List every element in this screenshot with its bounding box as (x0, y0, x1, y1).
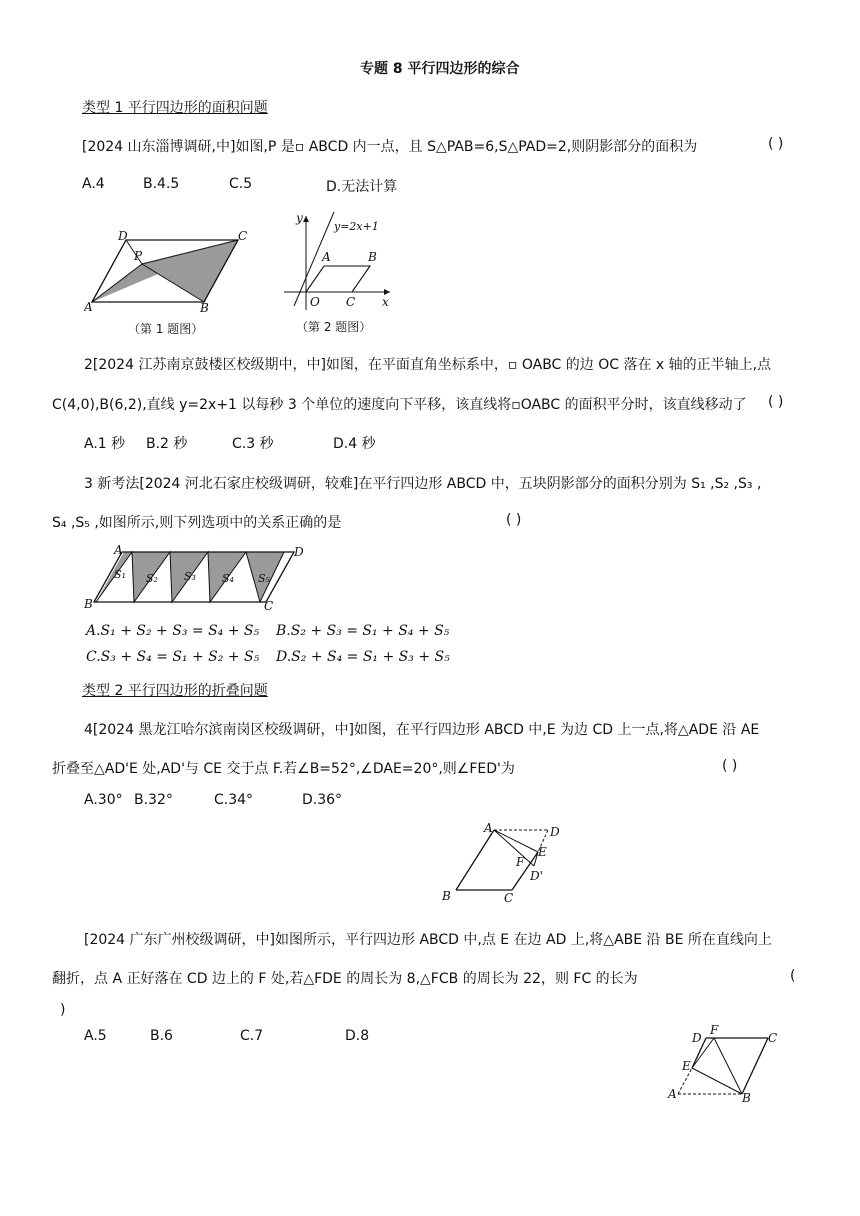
fig4-label-f: F (516, 855, 525, 869)
fig3-label-c: C (264, 599, 274, 613)
fig3-label-s4: S₄ (222, 572, 234, 585)
question-4-line-2: 折叠至△AD'E 处,AD'与 CE 交于点 F.若∠B=52°,∠DAE=20°,则∠FED'为 (52, 761, 515, 777)
fig1-label-p: P (134, 249, 143, 263)
page-title: 专题 8 平行四边形的综合 (360, 61, 520, 77)
question-2-line-1: 2[2024 江苏南京鼓楼区校级期中，中]如图，在平面直角坐标系中，▫ OABC 的边 OC 落在 x 轴的正半轴上,点 (84, 357, 772, 373)
figure-5-folding-parallelogram (666, 1022, 786, 1104)
fig4-label-d: D (550, 825, 560, 839)
q2-option-b: B.2 秒 (146, 436, 188, 452)
q1-option-a: A.4 (82, 176, 105, 192)
figure-3-parallelogram (84, 542, 310, 614)
q3-option-b: B.S₂ + S₃ = S₁ + S₄ + S₅ (276, 623, 450, 639)
figure-2-coordinate-plane (276, 208, 396, 312)
question-4-line-1: 4[2024 黑龙江哈尔滨南岗区校级调研，中]如图，在平行四边形 ABCD 中,E 为边 CD 上一点,将△ADE 沿 AE (84, 722, 760, 738)
question-3-answer-paren: ( ) (506, 512, 522, 528)
q4-option-d: D.36° (302, 792, 343, 808)
q5-option-d: D.8 (345, 1028, 370, 1044)
q1-option-c: C.5 (229, 176, 253, 192)
section-heading-1: 类型 1 平行四边形的面积问题 (82, 100, 268, 116)
question-1-text: [2024 山东淄博调研,中]如图,P 是▫ ABCD 内一点，且 S△PAB=6,S△PAD=2,则阴影部分的面积为 (82, 139, 698, 155)
figure-1-caption: （第 1 题图） (128, 322, 204, 336)
question-2-answer-paren: ( ) (768, 394, 784, 410)
fig2-axis-y-label: y (296, 211, 303, 225)
q2-option-d: D.4 秒 (333, 436, 376, 452)
q5-option-c: C.7 (240, 1028, 264, 1044)
fig5-label-c: C (768, 1031, 778, 1045)
q3-option-c: C.S₃ + S₄ = S₁ + S₂ + S₅ (86, 649, 260, 665)
fig4-label-d-prime: D' (530, 869, 543, 883)
fig2-axis-x-label: x (382, 295, 389, 309)
fig3-label-s1: S₁ (114, 568, 126, 581)
fig1-label-a: A (84, 300, 93, 314)
fig4-label-a: A (484, 822, 493, 835)
question-3-line-2: S₄ ,S₅ ,如图所示,则下列选项中的关系正确的是 (52, 515, 342, 531)
figure-4-folding-parallelogram (438, 822, 562, 902)
question-4-answer-paren: ( ) (722, 758, 738, 774)
fig3-label-d: D (294, 545, 304, 559)
fig2-label-b: B (368, 250, 377, 264)
fig3-label-b: B (84, 597, 93, 611)
fig2-label-o: O (310, 295, 320, 309)
fig5-label-a: A (668, 1087, 677, 1101)
q5-option-a: A.5 (84, 1028, 107, 1044)
section-heading-2: 类型 2 平行四边形的折叠问题 (82, 683, 268, 699)
fig5-label-e: E (682, 1059, 691, 1073)
q1-option-b: B.4.5 (143, 176, 180, 192)
q4-option-c: C.34° (214, 792, 254, 808)
question-1-answer-paren: ( ) (768, 136, 784, 152)
q3-option-d: D.S₂ + S₄ = S₁ + S₃ + S₅ (276, 649, 450, 665)
fig4-label-e: E (538, 845, 547, 859)
question-5-line-1: [2024 广东广州校级调研，中]如图所示，平行四边形 ABCD 中,点 E 在边 AD 上,将△ABE 沿 BE 所在直线向上 (84, 932, 772, 948)
fig1-label-d: D (118, 229, 128, 243)
fig1-label-c: C (238, 229, 248, 243)
fig5-label-d: D (692, 1031, 702, 1045)
fig3-label-s2: S₂ (146, 572, 158, 585)
fig3-label-s3: S₃ (184, 570, 196, 583)
fig4-label-c: C (504, 891, 514, 902)
question-5-paren-open: ( (790, 968, 796, 984)
q2-option-a: A.1 秒 (84, 436, 126, 452)
fig3-label-s5: S₅ (258, 572, 270, 585)
q4-option-b: B.32° (134, 792, 173, 808)
fig3-label-a: A (114, 543, 123, 557)
q3-option-a: A.S₁ + S₂ + S₃ = S₄ + S₅ (86, 623, 260, 639)
fig4-label-b: B (442, 889, 451, 902)
q2-option-c: C.3 秒 (232, 436, 274, 452)
figure-1-parallelogram (84, 226, 260, 314)
fig1-label-b: B (200, 301, 209, 314)
figure-2-caption: （第 2 题图） (296, 320, 372, 334)
fig2-label-c: C (346, 295, 356, 309)
question-2-line-2: C(4,0),B(6,2),直线 y=2x+1 以每秒 3 个单位的速度向下平移，该直线将▫OABC 的面积平分时，该直线移动了 (52, 397, 747, 413)
fig5-label-b: B (742, 1091, 751, 1104)
fig5-label-f: F (710, 1023, 719, 1037)
q4-option-a: A.30° (84, 792, 123, 808)
question-3-line-1: 3 新考法[2024 河北石家庄校级调研，较难]在平行四边形 ABCD 中，五块阴影部分的面积分别为 S₁ ,S₂ ,S₃ , (84, 476, 762, 492)
fig2-line-label: y=2x+1 (334, 220, 379, 233)
q1-option-d: D.无法计算 (326, 179, 398, 195)
fig2-label-a: A (322, 250, 331, 264)
q5-option-b: B.6 (150, 1028, 173, 1044)
question-5-line-2: 翻折，点 A 正好落在 CD 边上的 F 处,若△FDE 的周长为 8,△FCB 的周长为 22，则 FC 的长为 (52, 971, 638, 987)
question-5-paren-close: ) (60, 1002, 66, 1018)
